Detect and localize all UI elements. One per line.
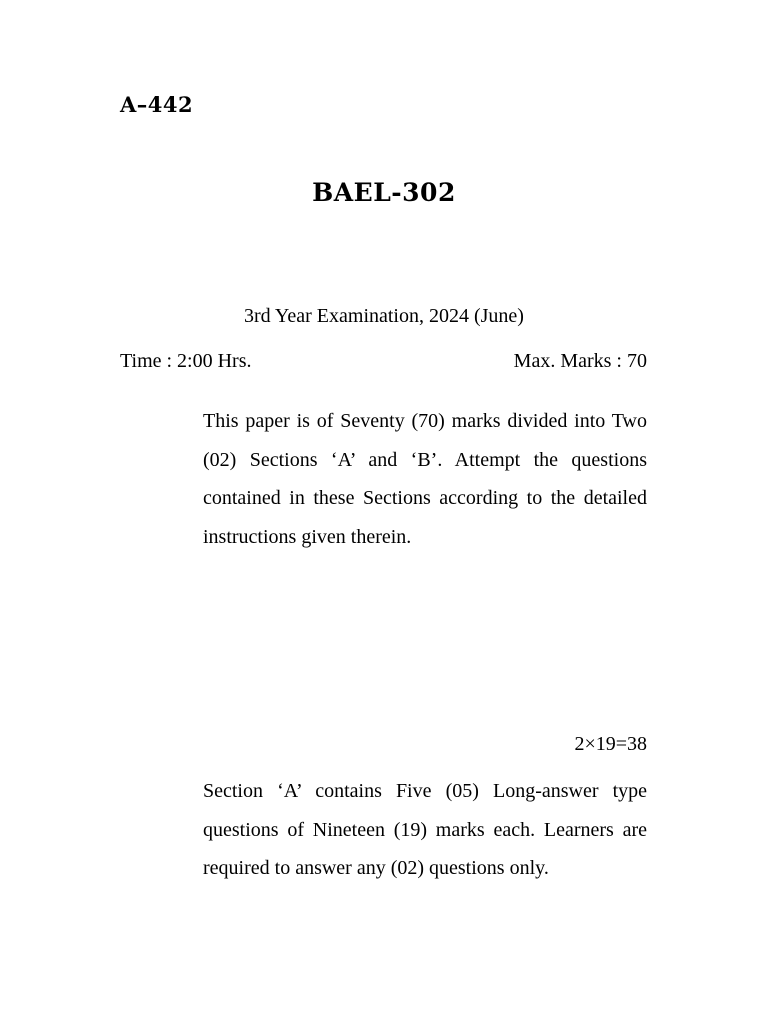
- course-code: BAEL-302: [312, 178, 456, 207]
- section-a-instructions: Section ‘A’ contains Five (05) Long-answer type questions of Nineteen (19) marks each. Learners are required to answer any (02) questions only.: [203, 780, 647, 879]
- paper-code: A–442: [120, 92, 194, 117]
- time-marks-line: [120, 350, 647, 373]
- time-duration: Time : 2:00 Hrs.: [120, 350, 252, 372]
- general-instructions: This paper is of Seventy (70) marks divided into Two (02) Sections ‘A’ and ‘B’. Attempt the questions contained in these Sections according to the detailed instructions given therein.: [203, 410, 647, 548]
- max-marks: Max. Marks : 70: [513, 350, 647, 372]
- exam-title: 3rd Year Examination, 2024 (June): [244, 305, 524, 327]
- section-a-marks-formula: 2×19=38: [574, 733, 647, 755]
